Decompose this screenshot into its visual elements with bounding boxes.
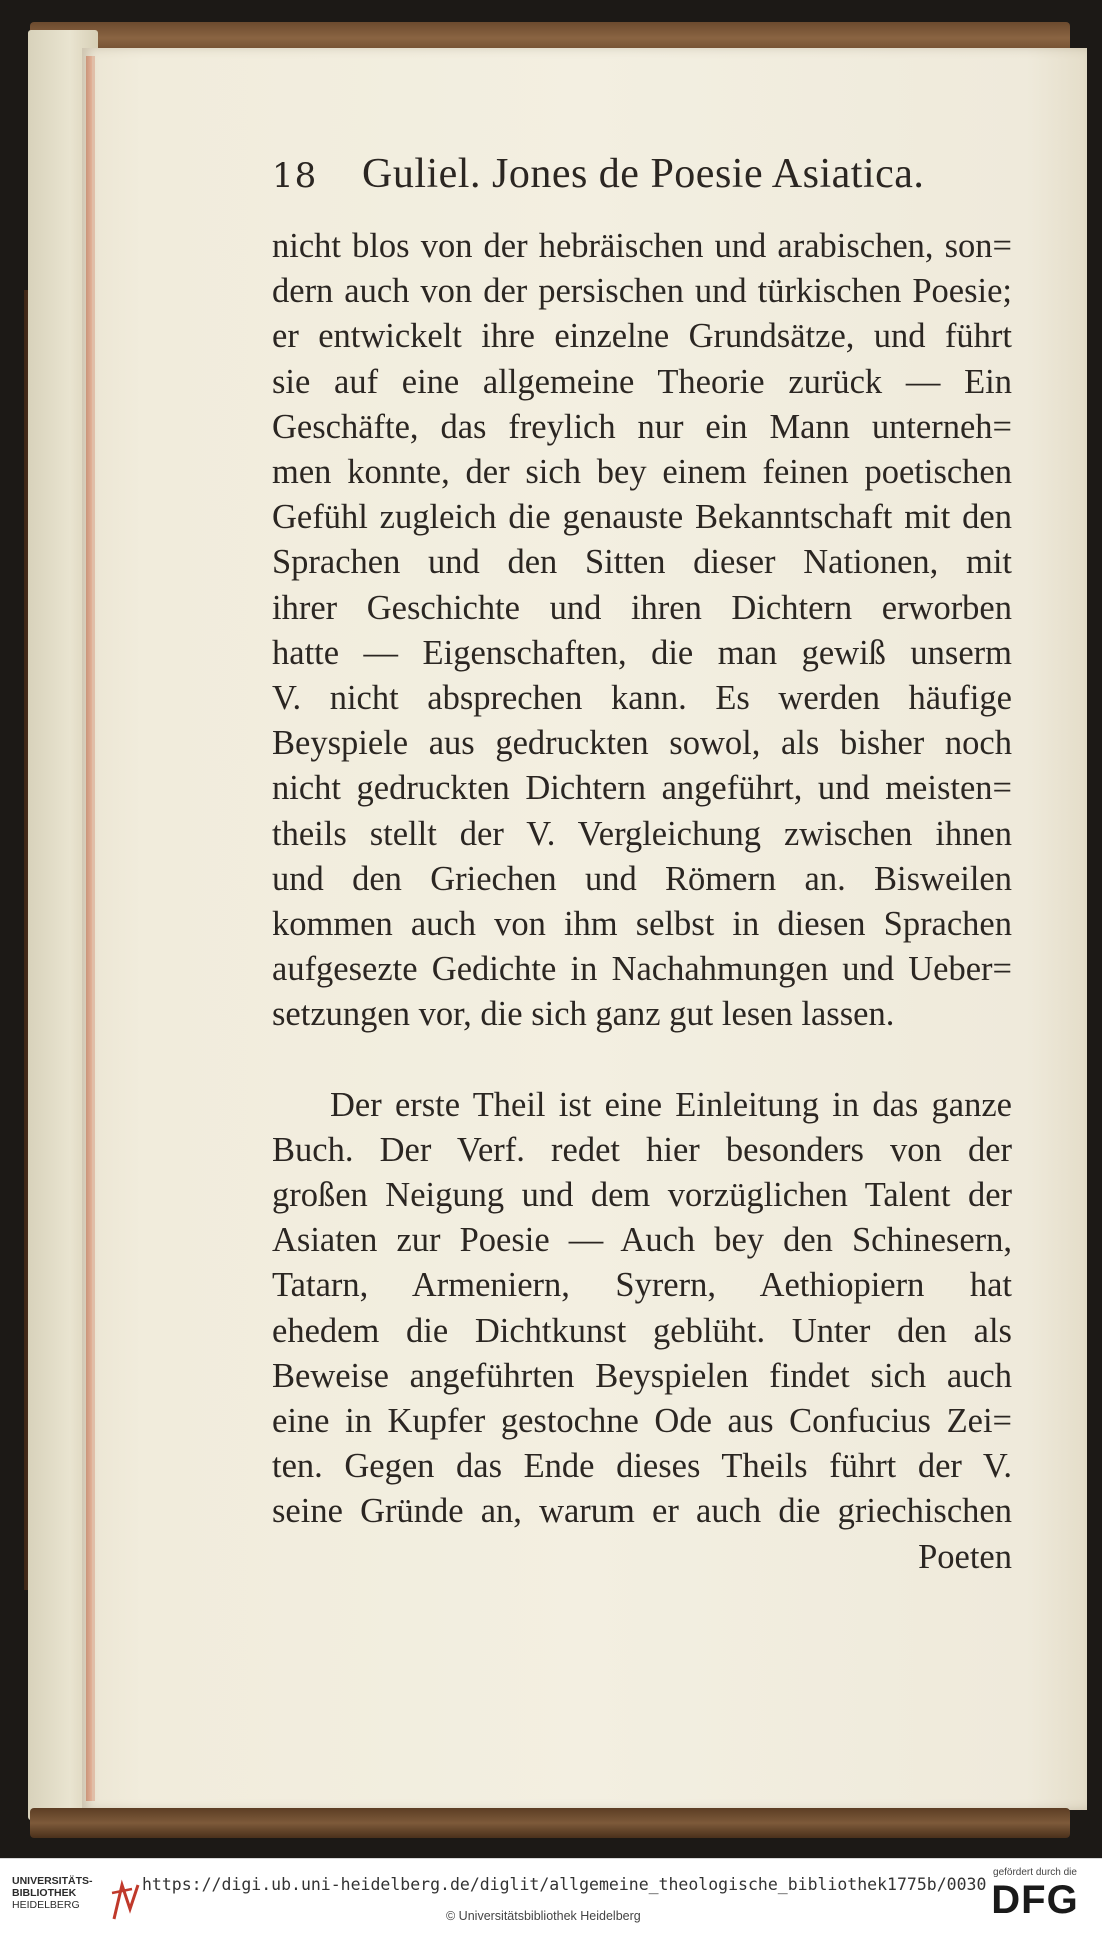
text-line: setzungen vor, die sich ganz gut lesen lassen. (272, 995, 895, 1034)
text-line: großen Neigung und dem vorzüglichen Talent der (272, 1176, 1012, 1215)
text-line: theils stellt der V. Vergleichung zwischen ihnen (272, 814, 1012, 853)
catchword: Poeten (918, 1537, 1012, 1576)
library-name-line: UNIVERSITÄTS- (12, 1875, 93, 1887)
page-header (272, 150, 1012, 198)
dfg-logo[interactable] (980, 1867, 1090, 1933)
text-line: V. nicht absprechen kann. Es werden häufige (272, 679, 1012, 718)
library-name-line: BIBLIOTHEK (12, 1887, 77, 1899)
text-line: er entwickelt ihre einzelne Grundsätze, und führt (272, 317, 1012, 356)
text-line: ten. Gegen das Ende dieses Theils führt der V. (272, 1447, 1012, 1486)
text-line: Der erste Theil ist eine Einleitung in das ganze (330, 1085, 1012, 1124)
text-line: seine Gründe an, warum er auch die griechischen (272, 1492, 1012, 1531)
text-line: hatte — Eigenschaften, die man gewiß unserm (272, 633, 1012, 672)
text-line: dern auch von der persischen und türkischen Poesie; (272, 272, 1012, 311)
text-line: Buch. Der Verf. redet hier besonders von der (272, 1130, 1012, 1169)
text-line: Sprachen und den Sitten dieser Nationen, mit (272, 543, 1012, 582)
text-line: nicht blos von der hebräischen und arabischen, son= (272, 227, 1012, 265)
copyright-notice: © Universitätsbibliothek Heidelberg (446, 1909, 641, 1923)
text-line: und den Griechen und Römern an. Bisweilen (272, 859, 1012, 898)
text-line: Gefühl zugleich die genauste Bekanntschaft mit den (272, 498, 1012, 537)
viewer-footer (0, 1858, 1102, 1938)
library-name-line: HEIDELBERG (12, 1899, 80, 1911)
text-line: Geschäfte, das freylich nur ein Mann unterneh= (272, 407, 1012, 446)
text-line: Tatarn, Armeniern, Syrern, Aethiopiern hat (272, 1266, 1012, 1305)
text-line: ehedem die Dichtkunst geblüht. Unter den als (272, 1311, 1012, 1350)
running-title: Guliel. Jones de Poesie Asiatica. (362, 151, 925, 197)
text-line: nicht gedruckten Dichtern angeführt, und meisten= (272, 769, 1012, 808)
text-line: Beyspiele aus gedruckten sowol, als bisher noch (272, 724, 1012, 763)
text-line: ihrer Geschichte und ihren Dichtern erworben (272, 588, 1012, 627)
text-line: Beweise angeführten Beyspielen findet sich auch (272, 1356, 1012, 1395)
dfg-logo-text: DFG (991, 1878, 1079, 1922)
source-url-link[interactable]: https://digi.ub.uni-heidelberg.de/diglit/allgemeine_theologische_bibliothek1775b/0030 (142, 1875, 987, 1894)
paragraph-1 (272, 224, 1012, 1038)
sponsor-note: gefördert durch die (993, 1867, 1077, 1878)
text-line: Asiaten zur Poesie — Auch bey den Schinesern, (272, 1221, 1012, 1260)
text-line: eine in Kupfer gestochne Ode aus Confucius Zei= (272, 1402, 1012, 1441)
page-number: 18 (272, 156, 318, 196)
text-line: men konnte, der sich bey einem feinen poetischen (272, 453, 1012, 492)
text-line: aufgesezte Gedichte in Nachahmungen und Ueber= (272, 950, 1012, 989)
text-line: kommen auch von ihm selbst in diesen Sprachen (272, 905, 1012, 944)
text-line: sie auf eine allgemeine Theorie zurück — Ein (272, 362, 1012, 401)
book-cover-bottom-edge (30, 1808, 1070, 1838)
page-text-block (272, 150, 1012, 1580)
page-red-edge-inner (92, 56, 95, 1801)
paragraph-2 (272, 1083, 1012, 1535)
